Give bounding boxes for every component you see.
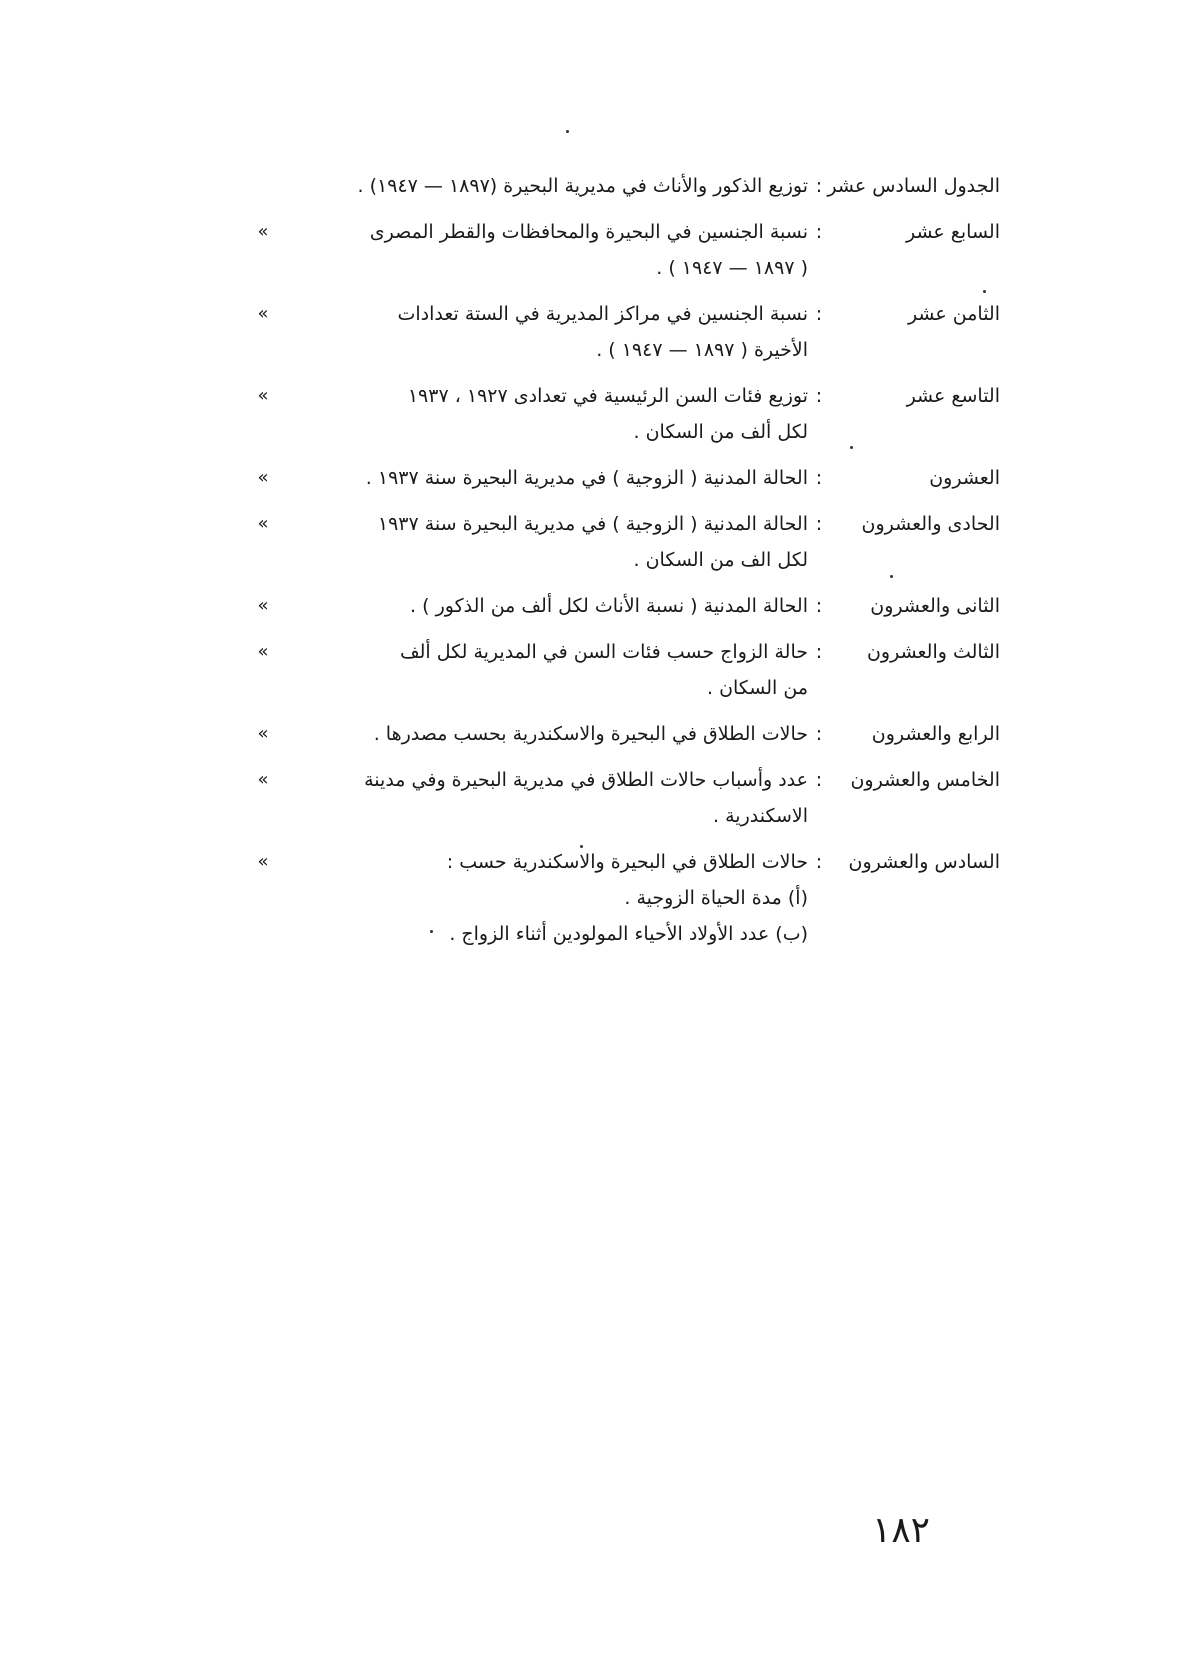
scan-speck [566,130,569,133]
entry-label: السابع عشر [905,221,1000,243]
entry-description [286,168,808,204]
entry-description [286,762,808,834]
table-list [240,168,1000,962]
ditto-mark: » [257,385,269,406]
entry-line: الأخيرة ( ١٨٩٧ — ١٩٤٧ ) . [596,339,808,361]
ditto-mark: » [257,467,269,488]
entry-line: نسبة الجنسين في مراكز المديرية في الستة تعدادات [397,303,808,325]
entry-label: الرابع والعشرون [871,723,1000,745]
entry-description [286,296,808,368]
entry-line: حالات الطلاق في البحيرة والاسكندرية حسب : [446,851,808,873]
entry-line: الاسكندرية . [713,805,808,827]
scan-speck [983,290,986,293]
entry-description [286,716,808,752]
list-item [240,378,1000,450]
entry-colon: : [815,769,823,791]
entry-colon: : [815,851,823,873]
entry-line: لكل الف من السكان . [633,549,808,571]
ditto-mark: » [257,641,269,662]
page-number: ١٨٢ [872,1510,931,1551]
entry-line: حالة الزواج حسب فئات السن في المديرية لكل ألف [399,641,808,663]
entry-label: السادس والعشرون [848,851,1000,873]
scan-speck [580,845,583,848]
entry-line: نسبة الجنسين في البحيرة والمحافظات والقطر المصرى [369,221,808,243]
entry-line: الحالة المدنية ( الزوجية ) في مديرية البحيرة سنة ١٩٣٧ . [365,467,808,489]
entry-colon: : [815,641,823,663]
ditto-mark: » [257,595,269,616]
ditto-mark: » [257,303,269,324]
entry-colon: : [815,723,823,745]
entry-line: توزيع الذكور والأناث في مديرية البحيرة (١٨٩٧ — ١٩٤٧) . [357,175,808,197]
list-item [240,506,1000,578]
entry-line: الحالة المدنية ( نسبة الأناث لكل ألف من الذكور ) . [410,595,808,617]
scan-speck [890,575,893,578]
entry-description [286,588,808,624]
entry-label: الثامن عشر [907,303,1000,325]
entry-label: الثانى والعشرون [870,595,1000,617]
entry-line: من السكان . [706,677,808,699]
ditto-mark: » [257,513,269,534]
entry-line: توزيع فئات السن الرئيسية في تعدادى ١٩٢٧ ، ١٩٣٧ [407,385,808,407]
entry-label: الحادى والعشرون [861,513,1000,535]
entry-colon: : [815,175,823,197]
list-item [240,716,1000,752]
scan-speck [430,930,433,933]
entry-colon: : [815,221,823,243]
list-item [240,844,1000,952]
scan-speck [850,446,853,449]
entry-label: الثالث والعشرون [866,641,1000,663]
entry-line: ( ١٨٩٧ — ١٩٤٧ ) . [656,257,808,279]
entry-line: حالات الطلاق في البحيرة والاسكندرية بحسب مصدرها . [373,723,808,745]
entry-line: (ب) عدد الأولاد الأحياء المولودين أثناء الزواج . [449,923,808,945]
list-item [240,762,1000,834]
list-item [240,214,1000,286]
entry-description [286,506,808,578]
entry-line: لكل ألف من السكان . [633,421,808,443]
entry-label: الجدول السادس عشر [827,175,1000,197]
entry-colon: : [815,303,823,325]
entry-line: (أ) مدة الحياة الزوجية . [624,887,808,909]
ditto-mark: » [257,723,269,744]
entry-colon: : [815,467,823,489]
entry-description [286,378,808,450]
entry-label: التاسع عشر [906,385,1000,407]
ditto-mark: » [257,769,269,790]
entry-description [286,634,808,706]
list-item [240,168,1000,204]
entry-description [286,844,808,952]
entry-line: الحالة المدنية ( الزوجية ) في مديرية البحيرة سنة ١٩٣٧ [377,513,808,535]
entry-line: عدد وأسباب حالات الطلاق في مديرية البحيرة وفي مدينة [364,769,808,791]
entry-label: الخامس والعشرون [850,769,1000,791]
entry-label: العشرون [929,467,1000,489]
list-item [240,588,1000,624]
list-item [240,460,1000,496]
list-item [240,296,1000,368]
entry-description [286,214,808,286]
entry-colon: : [815,513,823,535]
entry-description [286,460,808,496]
ditto-mark: » [257,851,269,872]
entry-colon: : [815,595,823,617]
list-item [240,634,1000,706]
entry-colon: : [815,385,823,407]
ditto-mark: » [257,221,269,242]
